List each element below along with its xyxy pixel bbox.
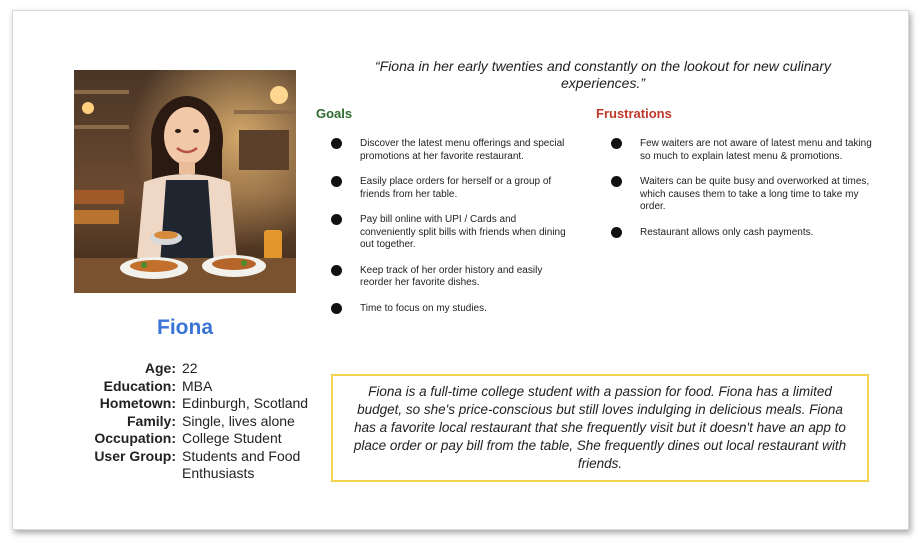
frustrations-list [611,138,873,252]
list-item [611,227,873,240]
detail-label: Age: [144,360,176,376]
list-item [331,265,571,290]
persona-details [53,360,323,483]
persona-summary: Fiona is a full-time college student with a passion for food. Fiona has a limited budget, so she's price-conscious but still loves indulging in delicious meals. Fiona has a favorite local restaurant that she frequently visit but it doesn't have an app to place order or pay bill from the table, She frequently dines out local restaurant with friends. [331,374,869,482]
frustration-text: Waiters can be quite busy and overworked at times, which causes them to take a long time to take my order. [640,176,870,212]
persona-name: Fiona [157,316,213,339]
goals-list [331,138,571,328]
detail-family [53,413,323,431]
detail-hometown [53,395,323,413]
bullet-icon [331,214,342,225]
detail-value: MBA [182,377,213,394]
detail-user-group [53,448,323,483]
list-item [331,138,571,163]
detail-occupation [53,430,323,448]
bullet-icon [331,303,342,314]
list-item [331,176,571,201]
detail-value: College Student [182,430,282,446]
detail-label: User Group: [94,447,176,464]
detail-label: Occupation: [94,430,176,446]
list-item [611,138,873,163]
frustration-text: Few waiters are not aware of latest menu and taking so much to explain latest menu & promotions. [640,138,872,162]
goal-text: Easily place orders for herself or a group of friends from her table. [360,176,552,200]
goal-text: Discover the latest menu offerings and special promotions at her favorite restaurant. [360,138,565,162]
persona-photo [74,70,296,293]
persona-photo-image [74,70,296,293]
frustrations-heading: Frustrations [596,106,672,121]
bullet-icon [611,138,622,149]
bullet-icon [331,138,342,149]
list-item [331,303,571,316]
detail-label: Family: [126,412,176,429]
bullet-icon [331,265,342,276]
detail-value: Edinburgh, Scotland [182,395,309,411]
frustration-text: Restaurant allows only cash payments. [640,226,814,238]
detail-age [53,360,323,378]
detail-label: Hometown: [99,395,176,411]
goals-heading: Goals [316,106,353,121]
detail-education [53,378,323,396]
detail-value: Single, lives alone [182,412,295,429]
list-item [611,176,873,214]
detail-value: Students and Food Enthusiasts [182,447,301,481]
bullet-icon [331,176,342,187]
goal-text: Keep track of her order history and easily reorder her favorite dishes. [360,264,543,288]
bullet-icon [611,227,622,238]
list-item [331,214,571,252]
bullet-icon [611,176,622,187]
persona-quote: “Fiona in her early twenties and constantly on the lookout for new culinary experiences.” [374,58,832,91]
persona-slide [12,10,909,530]
detail-label: Education: [103,377,176,394]
goal-text: Pay bill online with UPI / Cards and conveniently split bills with friends when dining out together. [360,214,566,250]
goal-text: Time to focus on my studies. [360,302,487,314]
detail-value: 22 [182,360,198,376]
